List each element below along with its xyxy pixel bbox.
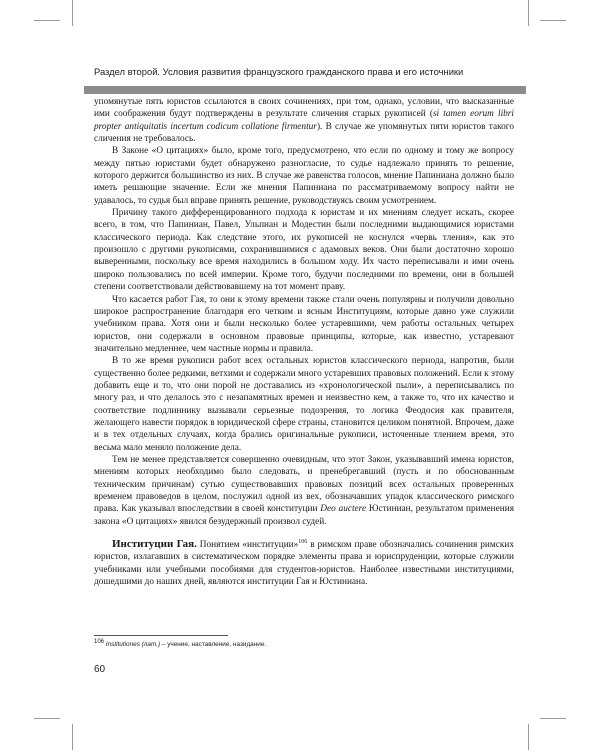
paragraph: В то же время рукописи работ всех остальных юристов классического периода, напротив, были существенно более редкими, ветхими и содержали много устаревших правовых положений. Если к этому добавить еще и то, что они порой не доставались из «хронологической пыли», а переписывались по многу раз, и что делалось это с незапамятных времен и неизвестно кем, а также то, что их качество и соответствие подлиннику вызывали серьезные подозрения, то логика Феодосия как правителя, желающего навести порядок в юридической сфере страны, становится целиком понятной. Впрочем, даже и в тех отдельных случаях, когда брались оригинальные рукописи, источенные тлением время, это весьма мало меняло положение дела.	[94, 356, 514, 453]
crop-mark	[72, 724, 73, 750]
crop-mark	[34, 20, 60, 21]
footnote-rule	[94, 635, 228, 636]
crop-mark	[528, 0, 529, 26]
paragraph: Тем не менее представляется совершенно очевидным, что этот Закон, указывавший имена юристов, мнениям которых необходимо было следовать, и пренебрегавший (пусть и по обоснованным техническим причинам) сутью существовавших правовых позиций всех остальных проверенных временем правоведов в целом, послужил одной из вех, обозначавших упадок классического римского права. Как указывал впоследствии в своей конституции Deo auctere Юстиниан, результатом применения закона «О цитациях» явился безудержный произвол судей.	[94, 454, 514, 527]
running-head: Раздел второй. Условия развития французского гражданского права и его источники	[94, 66, 464, 77]
crop-mark	[540, 20, 566, 21]
footnote-text: – учение, наставление, назидание.	[160, 641, 267, 648]
paragraph: В Законе «О цитациях» было, кроме того, предусмотрено, что если по одному и тому же вопросу между пятью юристами будет обнаружено разногласие, то судье надлежало принять то решение, которого держится большинство из них. В случае же равенства голосов, мнение Папиниана должно было иметь решающие значение. Если же мнения Папиниана по рассматриваемому вопросу найти не удавалось, то судья был вправе принять решение, руководствуясь своим усмотрением.	[94, 146, 514, 206]
crop-mark	[72, 0, 73, 26]
body-text	[94, 96, 514, 588]
footnote-reference[interactable]: 106	[298, 538, 308, 545]
paragraph: упомянутые пять юристов ссылаются в своих сочинениях, при том, однако, условии, что высказанные ими соображения будут подтверждены в результате сличения старых рукописей (si tamen eorum libri propter antiquitatis incertum codicum collatione firmentur). В случае же упомянутых пяти юристов такого сличения не требовалось.	[94, 97, 515, 145]
section-paragraph: Институции Гая. Понятием «институции»$^{106}$ в римском праве обозначались сочинения римских юристов, излагавших в систематическом порядке элементы права и юриспруденции, которые служили учебниками или учебными пособиями для студентов-юристов. Наиболее известными институциями, дошедшими до наших дней, являются институции Гая и Юстиниана.	[94, 538, 514, 588]
crop-mark	[540, 718, 566, 719]
paragraph: Причину такого дифференцированного подхода к юристам и их мнениям следует искать, скорее всего, в том, что Папиниан, Павел, Ульпиан и Модестин были последними выдающимися юристами классического периода. Как следствие этого, их рукописей не коснулся «червь тления», как это произошло с другими рукописями, сохранившимися с адамовых веков. Они были достаточно хорошо выверенными, поскольку все время находились в большом ходу. Их часто переписывали и ими очень широко пользовались по всей империи. Кроме того, будучи последними по времени, они в большей степени соответствовали действовавшему на тот момент праву.	[94, 208, 514, 293]
footnote-term: Institutiones (лат.)	[105, 641, 161, 648]
crop-mark	[528, 724, 529, 750]
header-rule	[84, 86, 526, 94]
crop-mark	[34, 718, 60, 719]
footnote	[94, 638, 514, 648]
section-heading: Институции Гая.	[112, 538, 197, 551]
page-number: 60	[94, 664, 106, 675]
footnote-number: 106	[94, 638, 105, 645]
paragraph: Что касается работ Гая, то они к этому времени также стали очень популярны и получили довольно широкое распространение благодаря его четким и ясным Институциям, которые давно уже служили учебником права. Хотя они и были несколько более устаревшими, чем работы остальных четырех юристов, они содержали в основном правовые принципы, которые, как известно, устаревают значительно медленнее, чем частные нормы и правила.	[94, 294, 514, 354]
